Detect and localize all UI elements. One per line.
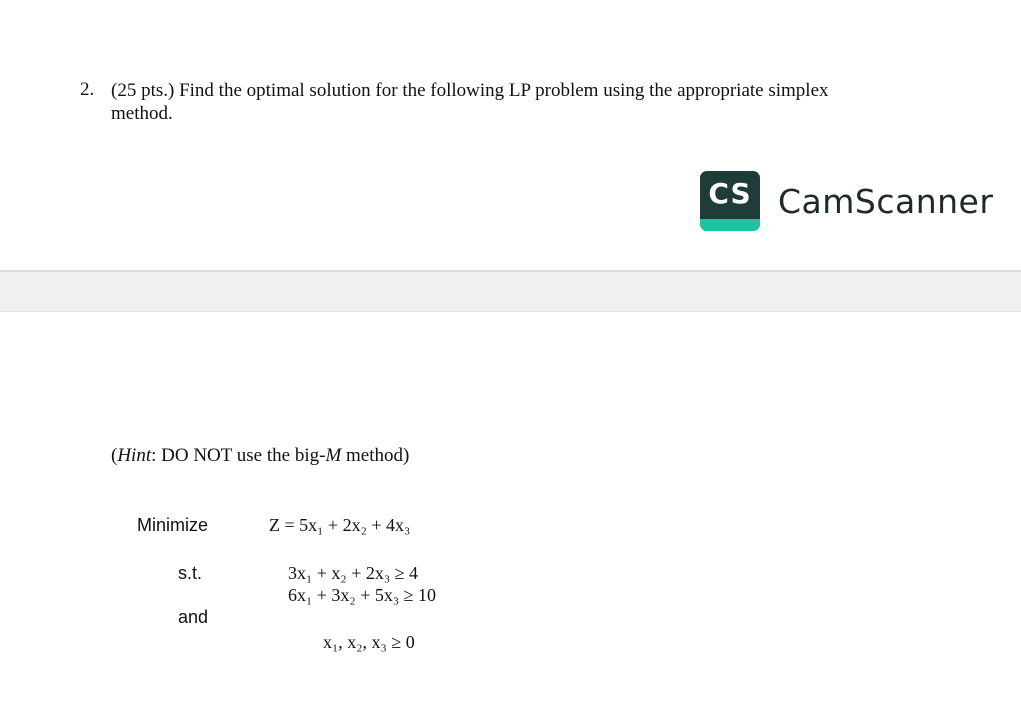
hint-open-paren: ( (111, 445, 118, 466)
and-label: and (178, 607, 209, 627)
question-text (111, 79, 911, 125)
subject-to-label: s.t. (178, 563, 203, 583)
question-text-line-1: (25 pts.) Find the optimal solution for the following LP problem using the appropriate simplex (111, 80, 829, 101)
constraint-2: 6x₁ + 3x₂ + 5x₃ ≥ 10 (288, 585, 437, 605)
objective-function (269, 515, 410, 536)
logo-accent-stripe (700, 219, 760, 231)
hint-text (111, 445, 409, 467)
question-number: 2. (80, 79, 95, 100)
nonnegativity-constraint: x₁, x₂, x₃ ≥ 0 (323, 632, 415, 652)
camscanner-logo-icon (700, 171, 760, 231)
logo-badge-text: CS (708, 177, 752, 210)
camscanner-watermark (700, 170, 993, 232)
hint-text-a: : DO NOT use the big- (151, 445, 326, 466)
page-gap-divider (0, 270, 1021, 312)
logo-wordmark: CamScanner (778, 181, 994, 221)
objective-label: Minimize (137, 515, 209, 535)
constraint-1: 3x₁ + x₂ + 2x₃ ≥ 4 (288, 563, 419, 583)
hint-text-b: method) (341, 445, 410, 466)
hint-var: M (325, 445, 342, 466)
objective-function-text: Z = 5x₁ + 2x₂ + 4x₃ (269, 515, 411, 535)
hint-label: Hint (117, 445, 152, 466)
question-text-line-2: method. (111, 103, 173, 124)
